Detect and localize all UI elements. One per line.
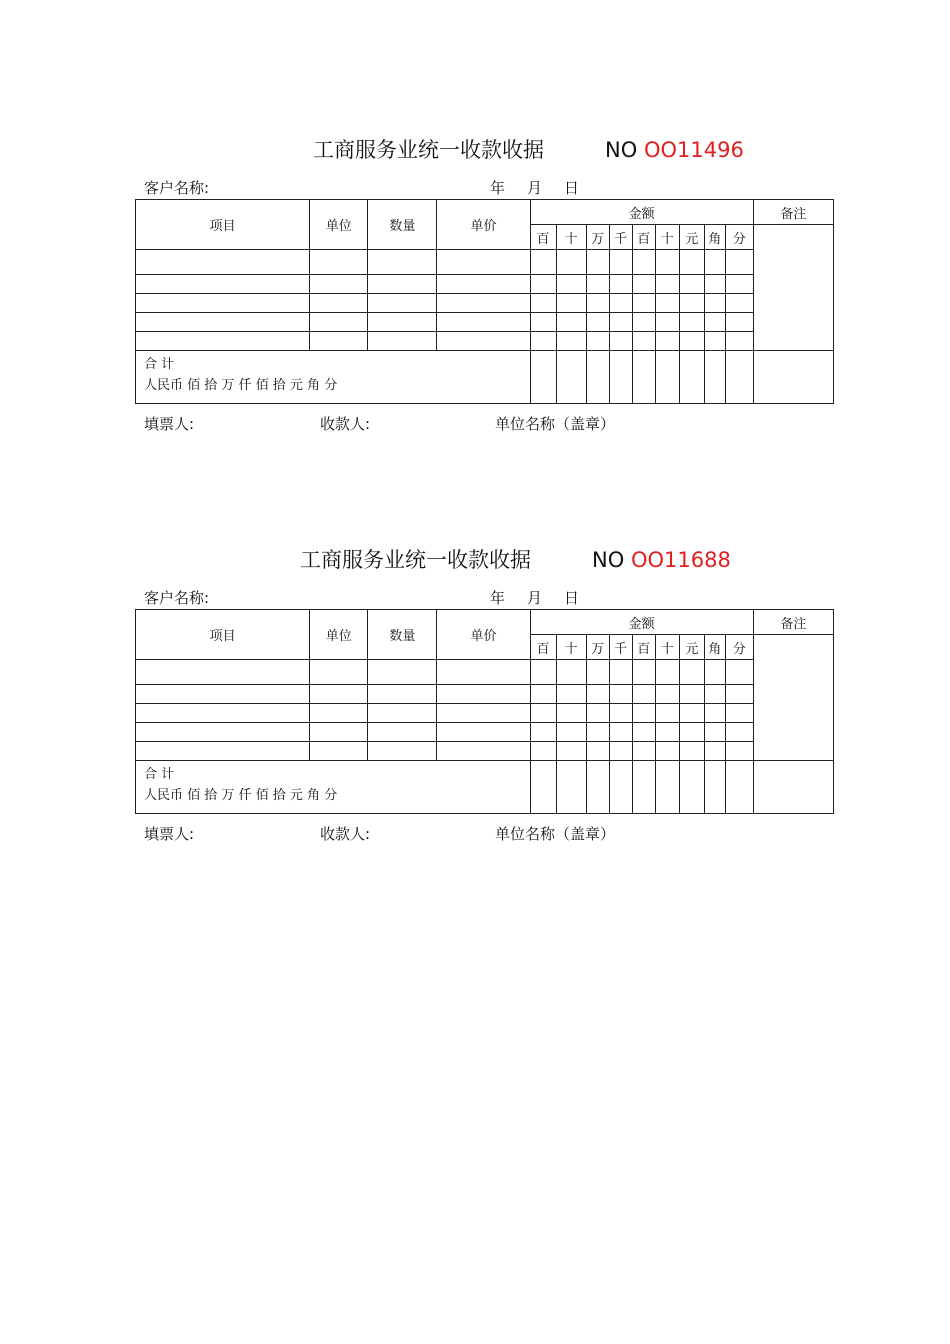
table-row [136, 250, 834, 275]
digit-cell[interactable] [609, 723, 632, 742]
digit-cell[interactable] [586, 313, 609, 332]
digit-cell[interactable] [679, 723, 704, 742]
table-row [136, 704, 834, 723]
total-digit-cell[interactable] [704, 351, 725, 404]
table-row [136, 275, 834, 294]
digit-cell[interactable] [632, 704, 655, 723]
digit-cell[interactable] [586, 332, 609, 351]
total-digit-cell[interactable] [609, 761, 632, 814]
receipt-title: 工商服务业统一收款收据 [300, 548, 531, 572]
digit-cell[interactable] [556, 685, 586, 704]
unit-name-stamp-label: 单位名称（盖章） [495, 415, 616, 433]
digit-cell[interactable] [655, 313, 679, 332]
total-digit-cell[interactable] [725, 351, 753, 404]
digit-cell[interactable] [609, 742, 632, 761]
date-day-label: 日 [564, 179, 580, 197]
digit-cell[interactable] [655, 660, 679, 685]
header-quantity: 数量 [368, 610, 437, 660]
digit-cell[interactable] [556, 723, 586, 742]
total-remark-cell[interactable] [753, 351, 833, 404]
digit-header: 百 [530, 635, 556, 660]
header-amount: 金额 [530, 200, 753, 225]
table-row [136, 685, 834, 704]
digit-cell[interactable] [725, 723, 753, 742]
price-cell[interactable] [437, 313, 530, 332]
digit-cell[interactable] [704, 275, 725, 294]
digit-cell[interactable] [725, 313, 753, 332]
date-year-label: 年 [490, 589, 506, 607]
remark-cell[interactable] [753, 635, 833, 761]
digit-cell[interactable] [609, 250, 632, 275]
header-unit-price: 单价 [437, 200, 530, 250]
header-remark: 备注 [753, 610, 833, 635]
total-digit-cell[interactable] [655, 351, 679, 404]
customer-name-label: 客户名称: [144, 179, 210, 197]
item-cell[interactable] [136, 332, 310, 351]
customer-name-label: 客户名称: [144, 589, 210, 607]
total-digit-cell[interactable] [609, 351, 632, 404]
unit-cell[interactable] [310, 275, 368, 294]
total-digit-cell[interactable] [632, 351, 655, 404]
digit-cell[interactable] [609, 660, 632, 685]
qty-cell[interactable] [368, 294, 437, 313]
digit-cell[interactable] [586, 742, 609, 761]
digit-cell[interactable] [679, 275, 704, 294]
date-month-label: 月 [527, 179, 543, 197]
digit-cell[interactable] [655, 294, 679, 313]
digit-header: 十 [655, 225, 679, 250]
digit-cell[interactable] [556, 332, 586, 351]
digit-cell[interactable] [725, 685, 753, 704]
digit-cell[interactable] [530, 660, 556, 685]
digit-cell[interactable] [704, 250, 725, 275]
payee-label: 收款人: [320, 825, 371, 843]
digit-header: 万 [586, 635, 609, 660]
total-digit-cell[interactable] [556, 761, 586, 814]
digit-cell[interactable] [609, 294, 632, 313]
item-cell[interactable] [136, 275, 310, 294]
qty-cell[interactable] [368, 742, 437, 761]
total-digit-cell[interactable] [586, 761, 609, 814]
item-cell[interactable] [136, 704, 310, 723]
digit-header: 分 [725, 225, 753, 250]
digit-cell[interactable] [556, 660, 586, 685]
item-cell[interactable] [136, 723, 310, 742]
total-row [136, 351, 834, 404]
date-day-label: 日 [564, 589, 580, 607]
digit-cell[interactable] [725, 660, 753, 685]
table-row [136, 742, 834, 761]
digit-cell[interactable] [679, 332, 704, 351]
receipt-number [605, 136, 744, 164]
digit-cell[interactable] [704, 723, 725, 742]
digit-cell[interactable] [704, 742, 725, 761]
digit-cell[interactable] [704, 294, 725, 313]
digit-cell[interactable] [655, 332, 679, 351]
price-cell[interactable] [437, 275, 530, 294]
digit-cell[interactable] [586, 250, 609, 275]
digit-header: 元 [679, 635, 704, 660]
digit-cell[interactable] [632, 313, 655, 332]
filler-label: 填票人: [144, 415, 195, 433]
receipt-number-value: OO11496 [643, 138, 744, 162]
digit-header: 千 [609, 635, 632, 660]
digit-cell[interactable] [586, 685, 609, 704]
digit-header: 千 [609, 225, 632, 250]
rmb-amount-line: 人民币 佰 拾 万 仟 佰 拾 元 角 分 [144, 378, 338, 393]
price-cell[interactable] [437, 704, 530, 723]
digit-cell[interactable] [704, 660, 725, 685]
digit-cell[interactable] [530, 275, 556, 294]
total-label-cell [136, 761, 531, 814]
digit-cell[interactable] [655, 742, 679, 761]
qty-cell[interactable] [368, 723, 437, 742]
total-label-cell [136, 351, 531, 404]
price-cell[interactable] [437, 332, 530, 351]
total-digit-cell[interactable] [725, 761, 753, 814]
digit-header: 十 [556, 635, 586, 660]
receipt-number-label: NO [592, 548, 625, 572]
digit-cell[interactable] [679, 313, 704, 332]
qty-cell[interactable] [368, 704, 437, 723]
digit-cell[interactable] [679, 660, 704, 685]
digit-cell[interactable] [609, 313, 632, 332]
digit-cell[interactable] [655, 275, 679, 294]
digit-cell[interactable] [556, 294, 586, 313]
digit-cell[interactable] [632, 332, 655, 351]
digit-cell[interactable] [632, 250, 655, 275]
digit-cell[interactable] [586, 660, 609, 685]
digit-cell[interactable] [609, 685, 632, 704]
digit-cell[interactable] [530, 294, 556, 313]
digit-header: 角 [704, 635, 725, 660]
total-remark-cell[interactable] [753, 761, 833, 814]
digit-cell[interactable] [725, 294, 753, 313]
digit-header: 分 [725, 635, 753, 660]
item-cell[interactable] [136, 313, 310, 332]
price-cell[interactable] [437, 660, 530, 685]
unit-cell[interactable] [310, 723, 368, 742]
digit-cell[interactable] [679, 742, 704, 761]
digit-cell[interactable] [556, 742, 586, 761]
unit-cell[interactable] [310, 685, 368, 704]
digit-cell[interactable] [725, 332, 753, 351]
header-quantity: 数量 [368, 200, 437, 250]
price-cell[interactable] [437, 685, 530, 704]
digit-header: 万 [586, 225, 609, 250]
table-row [136, 660, 834, 685]
digit-cell[interactable] [609, 704, 632, 723]
unit-cell[interactable] [310, 660, 368, 685]
item-cell[interactable] [136, 685, 310, 704]
digit-cell[interactable] [530, 313, 556, 332]
receipt-1 [0, 136, 950, 436]
digit-cell[interactable] [530, 250, 556, 275]
digit-cell[interactable] [655, 723, 679, 742]
qty-cell[interactable] [368, 250, 437, 275]
item-cell[interactable] [136, 660, 310, 685]
digit-header: 十 [655, 635, 679, 660]
header-item: 项目 [136, 610, 310, 660]
total-digit-cell[interactable] [530, 761, 556, 814]
qty-cell[interactable] [368, 332, 437, 351]
digit-cell[interactable] [725, 250, 753, 275]
digit-cell[interactable] [609, 275, 632, 294]
receipt-title: 工商服务业统一收款收据 [313, 138, 544, 162]
digit-cell[interactable] [632, 742, 655, 761]
total-digit-cell[interactable] [632, 761, 655, 814]
table-row [136, 723, 834, 742]
rmb-amount-line: 人民币 佰 拾 万 仟 佰 拾 元 角 分 [144, 788, 338, 803]
receipt-table [135, 199, 834, 404]
header-unit: 单位 [310, 610, 368, 660]
date-month-label: 月 [527, 589, 543, 607]
digit-cell[interactable] [632, 685, 655, 704]
digit-cell[interactable] [556, 275, 586, 294]
total-digit-cell[interactable] [530, 351, 556, 404]
digit-cell[interactable] [655, 250, 679, 275]
digit-cell[interactable] [679, 250, 704, 275]
digit-cell[interactable] [704, 685, 725, 704]
digit-cell[interactable] [556, 313, 586, 332]
unit-cell[interactable] [310, 294, 368, 313]
digit-cell[interactable] [530, 742, 556, 761]
digit-cell[interactable] [632, 723, 655, 742]
digit-cell[interactable] [530, 723, 556, 742]
receipt-number [592, 546, 731, 574]
digit-cell[interactable] [704, 332, 725, 351]
digit-header: 百 [632, 635, 655, 660]
qty-cell[interactable] [368, 275, 437, 294]
digit-cell[interactable] [725, 704, 753, 723]
price-cell[interactable] [437, 294, 530, 313]
filler-label: 填票人: [144, 825, 195, 843]
digit-header: 元 [679, 225, 704, 250]
date-year-label: 年 [490, 179, 506, 197]
qty-cell[interactable] [368, 313, 437, 332]
digit-cell[interactable] [725, 742, 753, 761]
digit-cell[interactable] [632, 294, 655, 313]
item-cell[interactable] [136, 742, 310, 761]
digit-cell[interactable] [655, 685, 679, 704]
digit-cell[interactable] [586, 294, 609, 313]
item-cell[interactable] [136, 294, 310, 313]
digit-cell[interactable] [632, 275, 655, 294]
digit-cell[interactable] [679, 704, 704, 723]
digit-cell[interactable] [679, 685, 704, 704]
payee-label: 收款人: [320, 415, 371, 433]
total-label: 合 计 [144, 357, 175, 372]
digit-cell[interactable] [725, 275, 753, 294]
item-cell[interactable] [136, 250, 310, 275]
unit-cell[interactable] [310, 250, 368, 275]
price-cell[interactable] [437, 723, 530, 742]
qty-cell[interactable] [368, 660, 437, 685]
total-digit-cell[interactable] [704, 761, 725, 814]
total-label: 合 计 [144, 767, 175, 782]
digit-cell[interactable] [704, 313, 725, 332]
header-remark: 备注 [753, 200, 833, 225]
table-row [136, 313, 834, 332]
digit-cell[interactable] [586, 723, 609, 742]
digit-cell[interactable] [530, 685, 556, 704]
digit-cell[interactable] [655, 704, 679, 723]
unit-cell[interactable] [310, 704, 368, 723]
digit-cell[interactable] [586, 275, 609, 294]
header-amount: 金额 [530, 610, 753, 635]
digit-cell[interactable] [632, 660, 655, 685]
digit-header: 百 [530, 225, 556, 250]
digit-cell[interactable] [556, 704, 586, 723]
price-cell[interactable] [437, 250, 530, 275]
unit-cell[interactable] [310, 742, 368, 761]
digit-cell[interactable] [679, 294, 704, 313]
header-item: 项目 [136, 200, 310, 250]
digit-cell[interactable] [530, 332, 556, 351]
unit-name-stamp-label: 单位名称（盖章） [495, 825, 616, 843]
receipt-table [135, 609, 834, 814]
digit-header: 十 [556, 225, 586, 250]
digit-cell[interactable] [704, 704, 725, 723]
total-row [136, 761, 834, 814]
qty-cell[interactable] [368, 685, 437, 704]
digit-cell[interactable] [586, 704, 609, 723]
digit-cell[interactable] [530, 704, 556, 723]
table-row [136, 332, 834, 351]
unit-cell[interactable] [310, 332, 368, 351]
receipt-number-label: NO [605, 138, 638, 162]
receipt-2 [0, 546, 950, 846]
table-row [136, 294, 834, 313]
price-cell[interactable] [437, 742, 530, 761]
receipt-number-value: OO11688 [630, 548, 731, 572]
digit-cell[interactable] [556, 250, 586, 275]
remark-cell[interactable] [753, 225, 833, 351]
header-unit: 单位 [310, 200, 368, 250]
digit-header: 角 [704, 225, 725, 250]
digit-header: 百 [632, 225, 655, 250]
total-digit-cell[interactable] [655, 761, 679, 814]
total-digit-cell[interactable] [556, 351, 586, 404]
header-unit-price: 单价 [437, 610, 530, 660]
total-digit-cell[interactable] [679, 351, 704, 404]
total-digit-cell[interactable] [586, 351, 609, 404]
unit-cell[interactable] [310, 313, 368, 332]
total-digit-cell[interactable] [679, 761, 704, 814]
digit-cell[interactable] [609, 332, 632, 351]
